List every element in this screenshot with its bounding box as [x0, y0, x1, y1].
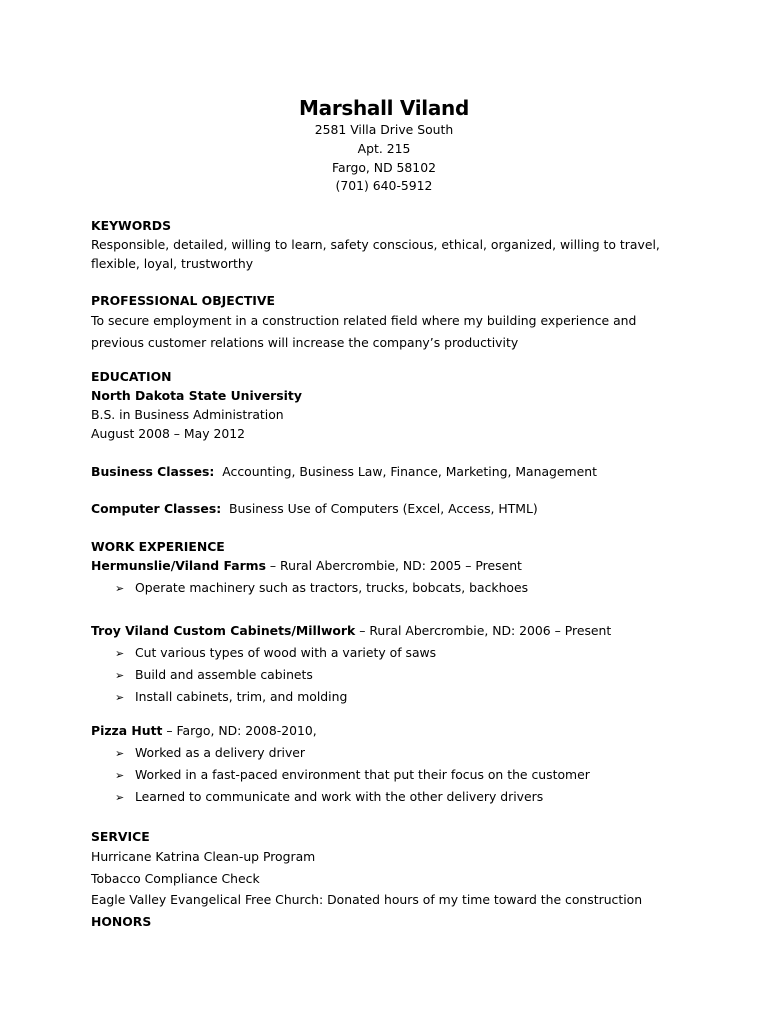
bullet-text: Install cabinets, trim, and molding [135, 689, 348, 704]
list-item [115, 744, 305, 763]
objective-text: previous customer relations will increase the company’s productivity [91, 335, 519, 350]
arrow-bullet-icon: ➢ [115, 582, 125, 595]
education-heading: EDUCATION [91, 369, 172, 384]
job-detail: – Rural Abercrombie, ND: 2006 – Present [355, 623, 612, 638]
list-item [115, 644, 436, 663]
service-item: Eagle Valley Evangelical Free Church: Donated hours of my time toward the construction [91, 892, 643, 907]
bullet-text: Operate machinery such as tractors, trucks, bobcats, backhoes [135, 580, 529, 595]
service-item: Hurricane Katrina Clean-up Program [91, 849, 316, 864]
keywords-text: flexible, loyal, trustworthy [91, 256, 254, 271]
keywords-heading: KEYWORDS [91, 218, 171, 233]
list-item [115, 788, 543, 807]
service-heading: SERVICE [91, 829, 150, 844]
keywords-text: Responsible, detailed, willing to learn, safety conscious, ethical, organized, willing to travel, [91, 237, 660, 252]
service-item: Tobacco Compliance Check [91, 871, 260, 886]
employer-name: Pizza Hutt [91, 723, 163, 738]
phone-number: (701) 640-5912 [335, 178, 433, 194]
computer-classes-value: Business Use of Computers (Excel, Access, HTML) [229, 501, 538, 516]
list-item [115, 579, 528, 598]
employer-name: Hermunslie/Viland Farms [91, 558, 266, 573]
objective-text: To secure employment in a construction related field where my building experience and [91, 313, 637, 328]
school-name: North Dakota State University [91, 388, 302, 403]
list-item [115, 766, 590, 785]
address-line: 2581 Villa Drive South [314, 122, 454, 137]
list-item [115, 688, 347, 707]
business-classes-label: Business Classes: [91, 464, 215, 479]
degree: B.S. in Business Administration [91, 407, 284, 422]
bullet-text: Worked as a delivery driver [135, 745, 306, 760]
job-detail: – Fargo, ND: 2008-2010, [162, 723, 317, 738]
education-dates: August 2008 – May 2012 [91, 426, 245, 441]
honors-heading: HONORS [91, 914, 152, 929]
objective-heading: PROFESSIONAL OBJECTIVE [91, 293, 275, 308]
business-classes-value: Accounting, Business Law, Finance, Marketing, Management [222, 464, 597, 479]
bullet-text: Cut various types of wood with a variety of saws [135, 645, 437, 660]
computer-classes-label: Computer Classes: [91, 501, 222, 516]
arrow-bullet-icon: ➢ [115, 691, 125, 704]
bullet-text: Build and assemble cabinets [135, 667, 313, 682]
job-title-line [91, 722, 317, 740]
job-title-line [91, 557, 522, 575]
arrow-bullet-icon: ➢ [115, 647, 125, 660]
arrow-bullet-icon: ➢ [115, 791, 125, 804]
job-title-line [91, 622, 611, 640]
resume-header [0, 95, 768, 196]
arrow-bullet-icon: ➢ [115, 769, 125, 782]
work-heading: WORK EXPERIENCE [91, 539, 225, 554]
business-classes [91, 463, 597, 481]
address-line: Apt. 215 [357, 140, 411, 156]
candidate-name: Marshall Viland [299, 96, 469, 120]
arrow-bullet-icon: ➢ [115, 747, 125, 760]
employer-name: Troy Viland Custom Cabinets/Millwork [91, 623, 356, 638]
bullet-text: Learned to communicate and work with the other delivery drivers [135, 789, 544, 804]
job-detail: – Rural Abercrombie, ND: 2005 – Present [265, 558, 522, 573]
arrow-bullet-icon: ➢ [115, 669, 125, 682]
computer-classes [91, 500, 538, 518]
address-line: Fargo, ND 58102 [332, 159, 436, 175]
list-item [115, 666, 313, 685]
bullet-text: Worked in a fast-paced environment that put their focus on the customer [135, 767, 590, 782]
